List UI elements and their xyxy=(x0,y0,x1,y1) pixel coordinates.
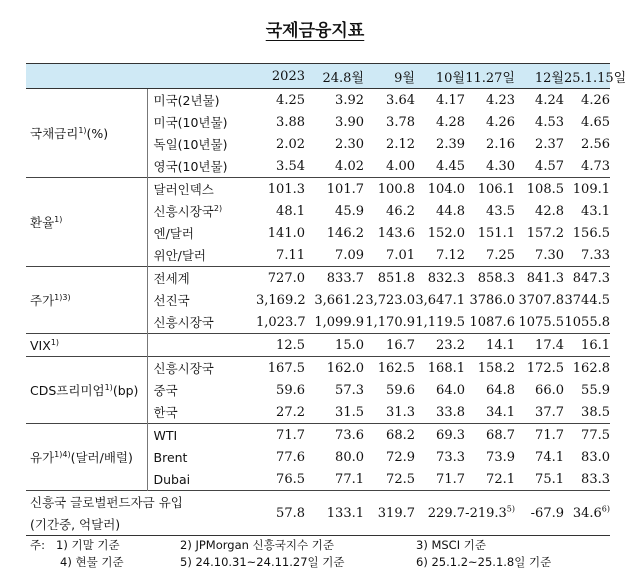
item-footnote-mark: 2) xyxy=(213,203,223,213)
fund-label-line2: (기간중, 억달러) xyxy=(30,517,121,532)
column-header: 10월 xyxy=(415,64,465,89)
item-label-text: 엔/달러 xyxy=(153,226,194,241)
fund-value: 319.7 xyxy=(377,505,415,521)
header-blank-1 xyxy=(26,64,147,89)
item-label xyxy=(147,155,256,178)
header-blank-2 xyxy=(147,64,256,89)
item-label xyxy=(147,111,256,133)
item-label-text: 신흥시장국 xyxy=(153,315,214,330)
value-cell: 1,119.5 xyxy=(415,314,465,330)
value-cell: 55.9 xyxy=(581,382,610,398)
value-cell: 44.8 xyxy=(436,203,465,219)
value-cell: 3.78 xyxy=(386,114,415,130)
value-cell: 4.28 xyxy=(436,114,465,130)
fund-value-cell xyxy=(415,491,465,536)
category-footnote-mark: 1) xyxy=(104,382,113,392)
value-cell: 851.8 xyxy=(364,267,415,290)
value-cell: 4.26 xyxy=(581,92,610,108)
value-cell: 162.8 xyxy=(564,357,610,380)
value-cell: 833.7 xyxy=(311,267,364,290)
fund-label-line1: 신흥국 글로벌펀드자금 유입 xyxy=(30,495,183,510)
value-cell: 162.5 xyxy=(364,357,415,380)
table-row xyxy=(26,89,610,112)
value-cell: 46.2 xyxy=(386,203,415,219)
value-cell: 4.26 xyxy=(486,114,515,130)
value-cell: 4.00 xyxy=(386,158,415,174)
value-cell: 16.1 xyxy=(564,334,610,357)
value-cell: 100.8 xyxy=(364,178,415,201)
value-cell: 4.23 xyxy=(486,92,515,108)
item-label-text: 신흥시장국 xyxy=(153,361,214,376)
item-label-text: 전세계 xyxy=(153,271,190,286)
value-cell: 27.2 xyxy=(276,404,305,420)
item-label-text: 독일(10년물) xyxy=(153,137,228,152)
value-cell: 7.25 xyxy=(486,247,515,263)
note-3: 3) MSCI 기준 xyxy=(416,538,486,552)
value-cell: 3.88 xyxy=(276,114,305,130)
value-cell: 31.5 xyxy=(335,404,364,420)
category-label xyxy=(26,89,147,178)
category-footnote-mark: 1)3) xyxy=(54,292,71,302)
value-cell: 42.8 xyxy=(535,203,564,219)
item-label-text: WTI xyxy=(153,427,178,443)
column-header: 9월 xyxy=(364,64,415,89)
value-cell: 4.57 xyxy=(535,158,564,174)
item-label xyxy=(147,379,256,401)
value-cell: 4.17 xyxy=(436,92,465,108)
fund-row xyxy=(26,491,610,536)
value-cell: 101.7 xyxy=(311,178,364,201)
value-cell: 71.7 xyxy=(515,424,564,447)
category-label-text: VIX xyxy=(30,337,51,353)
value-cell: 157.2 xyxy=(526,225,564,241)
value-cell: 4.53 xyxy=(535,114,564,130)
value-cell: 4.73 xyxy=(581,158,610,174)
value-cell: 1087.6 xyxy=(469,314,515,330)
fund-value-cell xyxy=(515,491,564,536)
indicator-table xyxy=(26,63,627,536)
value-cell: 3786.0 xyxy=(469,292,515,308)
note-6: 6) 25.1.2~25.1.8일 기준 xyxy=(416,555,552,569)
value-cell: 2.37 xyxy=(535,136,564,152)
value-cell: 152.0 xyxy=(427,225,465,241)
category-label-text: 환율 xyxy=(30,215,55,230)
value-cell: 83.0 xyxy=(581,449,610,465)
item-label-text: 신흥시장국 xyxy=(153,204,214,219)
category-label xyxy=(26,357,147,424)
fund-value: -219.3 xyxy=(465,505,507,521)
value-cell: 74.1 xyxy=(535,449,564,465)
value-cell: 167.5 xyxy=(256,357,311,380)
page-title: 국제금융지표 xyxy=(265,21,365,41)
category-footnote-mark: 1) xyxy=(50,337,60,347)
value-cell: 156.5 xyxy=(572,225,610,241)
fund-value-cell xyxy=(364,491,415,536)
value-cell: 4.02 xyxy=(335,158,364,174)
category-label xyxy=(26,424,147,491)
fund-value: -67.9 xyxy=(530,505,564,521)
value-cell: 59.6 xyxy=(276,382,305,398)
value-cell: 2.39 xyxy=(436,136,465,152)
value-cell: 16.7 xyxy=(364,334,415,357)
item-label xyxy=(147,178,256,201)
category-label-text: 국채금리 xyxy=(30,126,79,141)
note-5: 5) 24.10.31~24.11.27일 기준 xyxy=(180,555,345,569)
column-header: 25.1.15일 xyxy=(564,64,610,89)
value-cell: 7.33 xyxy=(581,247,610,263)
value-cell: 3.64 xyxy=(386,92,415,108)
value-cell: 841.3 xyxy=(515,267,564,290)
value-cell: 1,170.9 xyxy=(365,314,415,330)
value-cell: 71.7 xyxy=(436,471,465,487)
category-footnote-mark: 1)4) xyxy=(54,449,71,459)
value-cell: 141.0 xyxy=(267,225,305,241)
item-label-text: 선진국 xyxy=(153,293,190,308)
value-cell: 3,647.1 xyxy=(415,292,465,308)
value-cell: 80.0 xyxy=(335,449,364,465)
value-cell: 858.3 xyxy=(465,267,515,290)
value-cell: 17.4 xyxy=(515,334,564,357)
value-cell: 31.3 xyxy=(386,404,415,420)
value-cell: 106.1 xyxy=(465,178,515,201)
category-label-text: 주가 xyxy=(30,293,55,308)
item-label xyxy=(147,289,256,311)
value-cell: 3.54 xyxy=(276,158,305,174)
value-cell: 162.0 xyxy=(311,357,364,380)
fund-value-cell xyxy=(256,491,311,536)
item-label xyxy=(147,357,256,380)
value-cell: 72.9 xyxy=(386,449,415,465)
value-cell: 64.8 xyxy=(486,382,515,398)
item-label xyxy=(147,334,256,357)
value-cell: 66.0 xyxy=(535,382,564,398)
column-header: 12월 xyxy=(515,64,564,89)
value-cell: 168.1 xyxy=(415,357,465,380)
item-label xyxy=(147,468,256,491)
table-row xyxy=(26,357,610,380)
value-cell: 77.1 xyxy=(335,471,364,487)
value-cell: 3.90 xyxy=(335,114,364,130)
value-cell: 3.92 xyxy=(335,92,364,108)
fund-value-cell xyxy=(465,491,515,536)
footnotes xyxy=(30,537,620,571)
column-header: 24.8월 xyxy=(311,64,364,89)
item-label-text: 영국(10년물) xyxy=(153,159,228,174)
fund-value-cell xyxy=(311,491,364,536)
note-2: 2) JPMorgan 신흥국지수 기준 xyxy=(180,538,334,552)
value-cell: 847.3 xyxy=(564,267,610,290)
value-cell: 7.30 xyxy=(535,247,564,263)
item-label-text: 위안/달러 xyxy=(153,248,207,263)
value-cell: 37.7 xyxy=(535,404,564,420)
category-label xyxy=(26,334,147,357)
value-cell: 172.5 xyxy=(515,357,564,380)
fund-value: 133.1 xyxy=(326,505,364,521)
value-cell: 77.5 xyxy=(564,424,610,447)
value-cell: 43.1 xyxy=(581,203,610,219)
value-cell: 69.3 xyxy=(415,424,465,447)
value-cell: 109.1 xyxy=(564,178,610,201)
category-footnote-mark: 1) xyxy=(54,214,63,224)
value-cell: 3,723.0 xyxy=(365,292,415,308)
item-label-text: 미국(10년물) xyxy=(153,115,228,130)
value-cell: 1075.5 xyxy=(518,314,564,330)
category-label-text: 유가 xyxy=(30,450,55,465)
value-cell: 33.8 xyxy=(436,404,465,420)
value-cell: 158.2 xyxy=(465,357,515,380)
value-cell: 43.5 xyxy=(486,203,515,219)
item-label xyxy=(147,424,256,447)
value-cell: 1,023.7 xyxy=(256,314,306,330)
value-cell: 83.3 xyxy=(581,471,610,487)
note-4: 4) 현물 기준 xyxy=(60,555,124,569)
value-cell: 7.12 xyxy=(436,247,465,263)
column-header: 11.27일 xyxy=(465,64,515,89)
item-label xyxy=(147,446,256,468)
value-cell: 15.0 xyxy=(311,334,364,357)
value-cell: 4.25 xyxy=(276,92,305,108)
value-cell: 77.6 xyxy=(276,449,305,465)
category-label xyxy=(26,267,147,334)
fund-footnote-mark: 5) xyxy=(506,504,515,514)
value-cell: 45.9 xyxy=(335,203,364,219)
value-cell: 14.1 xyxy=(465,334,515,357)
table-row xyxy=(26,178,610,201)
value-cell: 104.0 xyxy=(415,178,465,201)
value-cell: 73.6 xyxy=(311,424,364,447)
item-label xyxy=(147,311,256,334)
table-row xyxy=(26,334,610,357)
table-row xyxy=(26,424,610,447)
value-cell: 7.11 xyxy=(276,247,305,263)
value-cell: 59.6 xyxy=(386,382,415,398)
value-cell: 72.1 xyxy=(486,471,515,487)
item-label-text: Brent xyxy=(153,449,188,465)
category-unit: (bp) xyxy=(112,383,139,398)
value-cell: 72.5 xyxy=(386,471,415,487)
value-cell: 57.3 xyxy=(335,382,364,398)
value-cell: 75.1 xyxy=(535,471,564,487)
fund-value: 57.8 xyxy=(276,505,305,521)
item-label xyxy=(147,222,256,244)
fund-value-cell xyxy=(564,491,610,536)
value-cell: 12.5 xyxy=(256,334,311,357)
value-cell: 71.7 xyxy=(256,424,311,447)
note-1: 1) 기말 기준 xyxy=(56,538,120,552)
value-cell: 48.1 xyxy=(276,203,305,219)
table-row xyxy=(26,267,610,290)
value-cell: 73.3 xyxy=(436,449,465,465)
value-cell: 7.01 xyxy=(386,247,415,263)
item-label xyxy=(147,267,256,290)
value-cell: 68.7 xyxy=(465,424,515,447)
value-cell: 108.5 xyxy=(515,178,564,201)
value-cell: 4.24 xyxy=(535,92,564,108)
item-label-text: 중국 xyxy=(153,383,178,398)
item-label-text: 미국(2년물) xyxy=(153,93,220,108)
fund-label xyxy=(26,491,256,536)
value-cell: 64.0 xyxy=(436,382,465,398)
value-cell: 2.56 xyxy=(581,136,610,152)
fund-value: 34.6 xyxy=(572,505,602,521)
fund-value: 229.7 xyxy=(427,505,465,521)
value-cell: 151.1 xyxy=(477,225,515,241)
value-cell: 38.5 xyxy=(581,404,610,420)
value-cell: 146.2 xyxy=(326,225,364,241)
item-label xyxy=(147,200,256,222)
value-cell: 3744.5 xyxy=(564,292,610,308)
item-label xyxy=(147,89,256,112)
category-label xyxy=(26,178,147,267)
value-cell: 73.9 xyxy=(486,449,515,465)
value-cell: 3,169.2 xyxy=(256,292,306,308)
category-label-text: CDS프리미엄 xyxy=(30,383,105,398)
value-cell: 143.6 xyxy=(377,225,415,241)
item-label xyxy=(147,133,256,155)
value-cell: 4.45 xyxy=(436,158,465,174)
value-cell: 7.09 xyxy=(335,247,364,263)
category-unit: (%) xyxy=(86,126,109,141)
value-cell: 4.65 xyxy=(581,114,610,130)
fund-footnote-mark: 6) xyxy=(601,504,610,514)
item-label xyxy=(147,401,256,424)
value-cell: 2.02 xyxy=(276,136,305,152)
value-cell: 68.2 xyxy=(364,424,415,447)
value-cell: 23.2 xyxy=(415,334,465,357)
value-cell: 1055.8 xyxy=(564,314,610,330)
value-cell: 76.5 xyxy=(276,471,305,487)
value-cell: 101.3 xyxy=(256,178,311,201)
value-cell: 727.0 xyxy=(256,267,311,290)
value-cell: 2.30 xyxy=(335,136,364,152)
value-cell: 3,661.2 xyxy=(314,292,364,308)
notes-prefix: 주: xyxy=(30,538,45,552)
item-label-text: 달러인덱스 xyxy=(153,182,214,197)
column-header: 2023 xyxy=(256,64,311,89)
item-label xyxy=(147,244,256,267)
value-cell: 1,099.9 xyxy=(314,314,364,330)
item-label-text: 한국 xyxy=(153,405,178,420)
value-cell: 4.30 xyxy=(486,158,515,174)
category-unit: (달러/배럴) xyxy=(70,450,133,465)
value-cell: 3707.8 xyxy=(518,292,564,308)
value-cell: 2.12 xyxy=(386,136,415,152)
value-cell: 832.3 xyxy=(415,267,465,290)
item-label-text: Dubai xyxy=(153,471,191,487)
value-cell: 34.1 xyxy=(486,404,515,420)
category-footnote-mark: 1) xyxy=(78,125,87,135)
value-cell: 2.16 xyxy=(486,136,515,152)
header-row xyxy=(26,64,610,89)
